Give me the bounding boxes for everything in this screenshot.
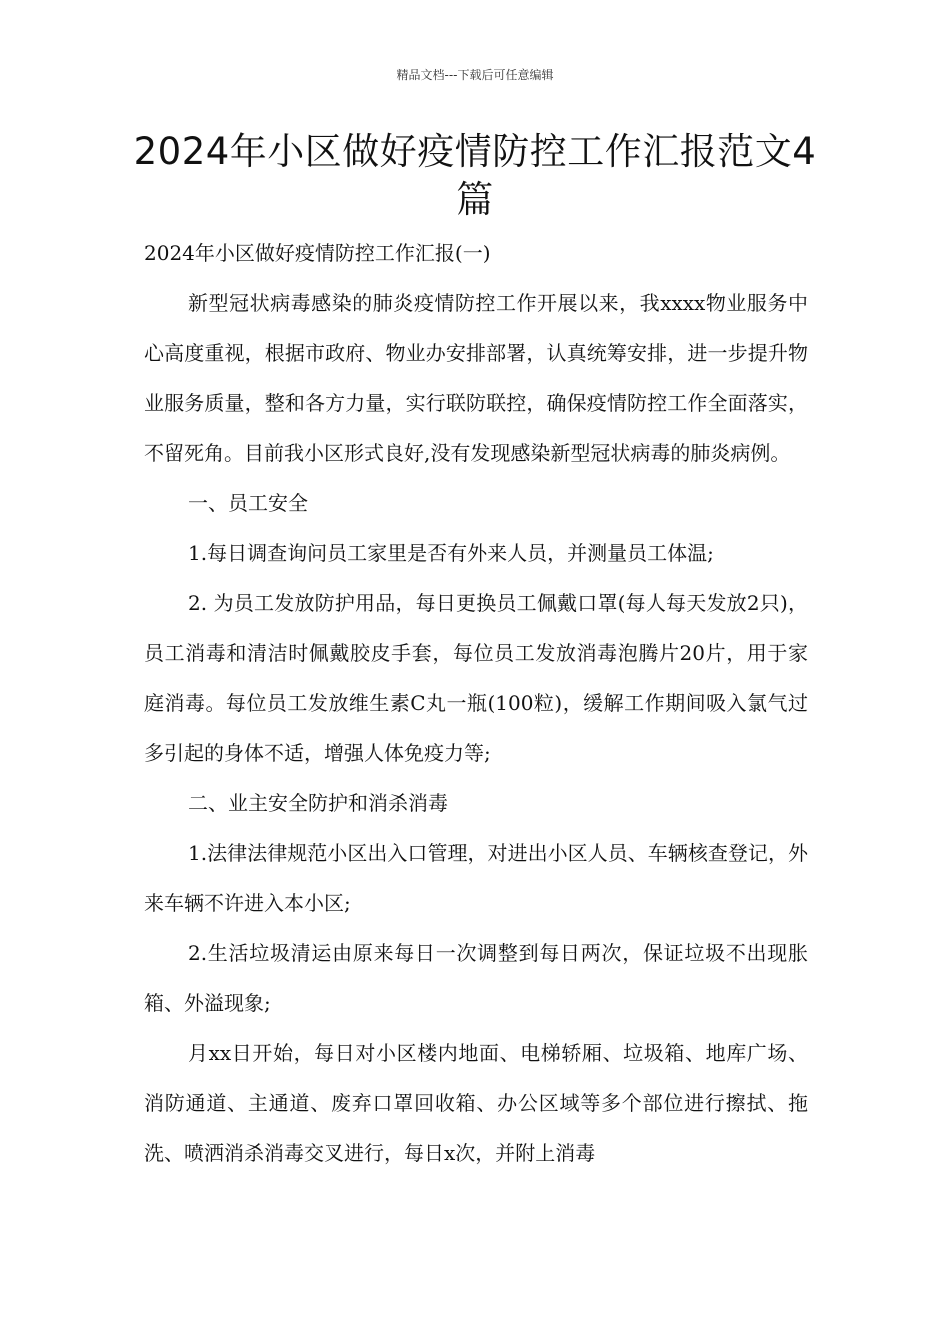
paragraph-owner-item-2: 2.生活垃圾清运由原来每日一次调整到每日两次，保证垃圾不出现胀箱、外溢现象; — [144, 941, 808, 1015]
heading-owner-safety: 二、业主安全防护和消杀消毒 — [188, 791, 448, 815]
paragraph-disinfection: 月xx日开始，每日对小区楼内地面、电梯轿厢、垃圾箱、地库广场、消防通道、主通道、废弃口罩回收箱、办公区域等多个部位进行擦拭、拖洗、喷洒消杀消毒交叉进行，每日x次，并附上消毒 — [144, 1041, 808, 1165]
paragraph-staff-item-1: 1.每日调查询问员工家里是否有外来人员，并测量员工体温; — [188, 541, 714, 565]
heading-staff-safety: 一、员工安全 — [188, 491, 308, 515]
paragraph-owner-item-1: 1.法律法律规范小区出入口管理，对进出小区人员、车辆核查登记，外来车辆不许进入本小区; — [144, 841, 808, 915]
section-title: 2024年小区做好疫情防控工作汇报(一) — [144, 241, 491, 265]
header-note: 精品文档---下载后可任意编辑 — [396, 68, 554, 82]
paragraph-staff-item-2: 2. 为员工发放防护用品，每日更换员工佩戴口罩(每人每天发放2只)，员工消毒和清洁时佩戴胶皮手套，每位员工发放消毒泡腾片20片，用于家庭消毒。每位员工发放维生素C丸一瓶(100粒)，缓解工作期间吸入氯气过多引起的身体不适，增强人体免疫力等; — [144, 591, 808, 765]
document-body — [144, 228, 808, 1178]
document-title: 2024年小区做好疫情防控工作汇报范文4篇 — [133, 130, 817, 221]
paragraph-intro: 新型冠状病毒感染的肺炎疫情防控工作开展以来，我xxxx物业服务中心高度重视，根据市政府、物业办安排部署，认真统筹安排，进一步提升物业服务质量，整和各方力量，实行联防联控，确保疫情防控工作全面落实，不留死角。目前我小区形式良好,没有发现感染新型冠状病毒的肺炎病例。 — [144, 291, 808, 465]
